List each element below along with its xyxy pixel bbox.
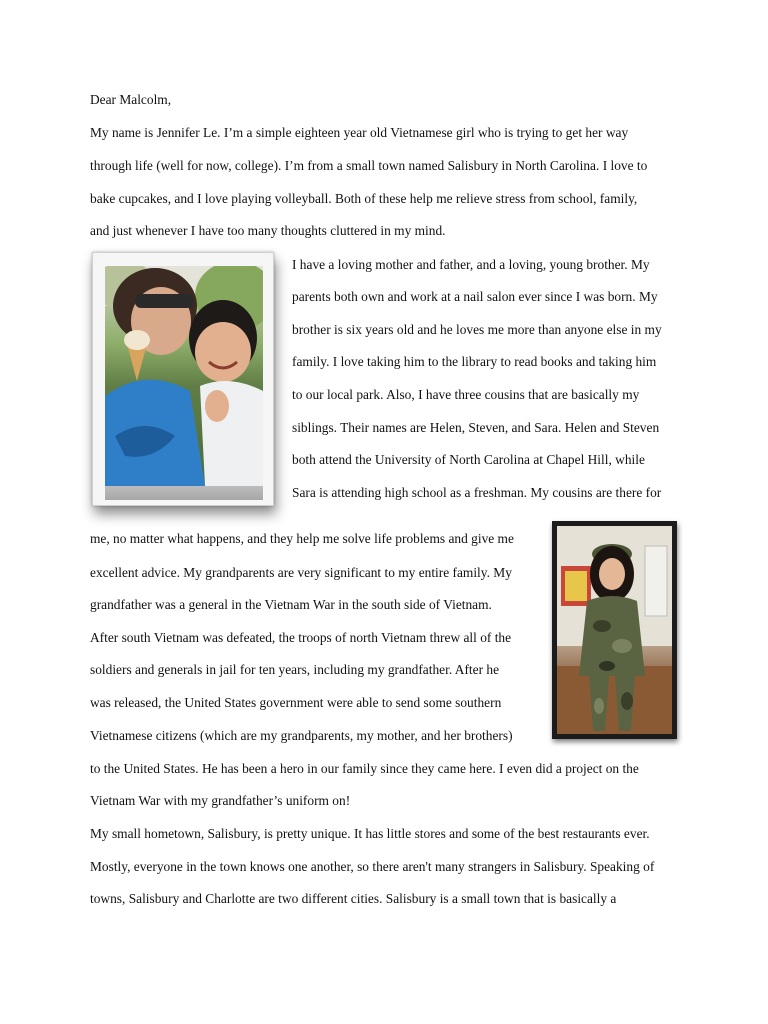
letter-line: to the United States. He has been a hero in our family since they came here. I even did a project on the [90, 761, 639, 776]
letter-line: grandfather was a general in the Vietnam War in the south side of Vietnam. [90, 597, 492, 612]
photo-strip [105, 486, 263, 500]
family-photo-frame [92, 252, 274, 506]
letter-line: both attend the University of North Carolina at Chapel Hill, while [292, 452, 645, 467]
letter-line: towns, Salisbury and Charlotte are two different cities. Salisbury is a small town that is basically a [90, 891, 617, 906]
uniform-photo [557, 526, 672, 734]
letter-line: Mostly, everyone in the town knows one another, so there aren't many strangers in Salisbury. Speaking of [90, 859, 655, 874]
letter-line: to our local park. Also, I have three cousins that are basically my [292, 387, 640, 402]
letter-line: Sara is attending high school as a freshman. My cousins are there for [292, 485, 662, 500]
letter-line: My name is Jennifer Le. I’m a simple eighteen year old Vietnamese girl who is trying to get her way [90, 125, 629, 140]
letter-line: and just whenever I have too many thoughts cluttered in my mind. [90, 223, 446, 238]
family-photo [105, 266, 263, 486]
letter-line: After south Vietnam was defeated, the troops of north Vietnam threw all of the [90, 630, 512, 645]
letter-line: excellent advice. My grandparents are very significant to my entire family. My [90, 565, 512, 580]
letter-line: brother is six years old and he loves me more than anyone else in my [292, 322, 662, 337]
letter-line: Vietnamese citizens (which are my grandparents, my mother, and her brothers) [90, 728, 513, 743]
letter-line: was released, the United States government were able to send some southern [90, 695, 502, 710]
letter-line: Vietnam War with my grandfather’s uniform on! [90, 793, 351, 808]
letter-line: I have a loving mother and father, and a loving, young brother. My [292, 257, 650, 272]
letter-line: soldiers and generals in jail for ten years, including my grandfather. After he [90, 662, 500, 677]
letter-line: bake cupcakes, and I love playing volleyball. Both of these help me relieve stress from school, family, [90, 191, 638, 206]
letter-line: through life (well for now, college). I’m from a small town named Salisbury in North Carolina. I love to [90, 158, 648, 173]
letter-line: me, no matter what happens, and they help me solve life problems and give me [90, 531, 514, 546]
uniform-photo-frame [552, 521, 677, 739]
letter-line: siblings. Their names are Helen, Steven, and Sara. Helen and Steven [292, 420, 660, 435]
letter-greeting: Dear Malcolm, [90, 92, 172, 107]
letter-line: My small hometown, Salisbury, is pretty unique. It has little stores and some of the best restaurants ever. [90, 826, 650, 841]
letter-line: family. I love taking him to the library to read books and taking him [292, 354, 657, 369]
letter-line: parents both own and work at a nail salon ever since I was born. My [292, 289, 658, 304]
